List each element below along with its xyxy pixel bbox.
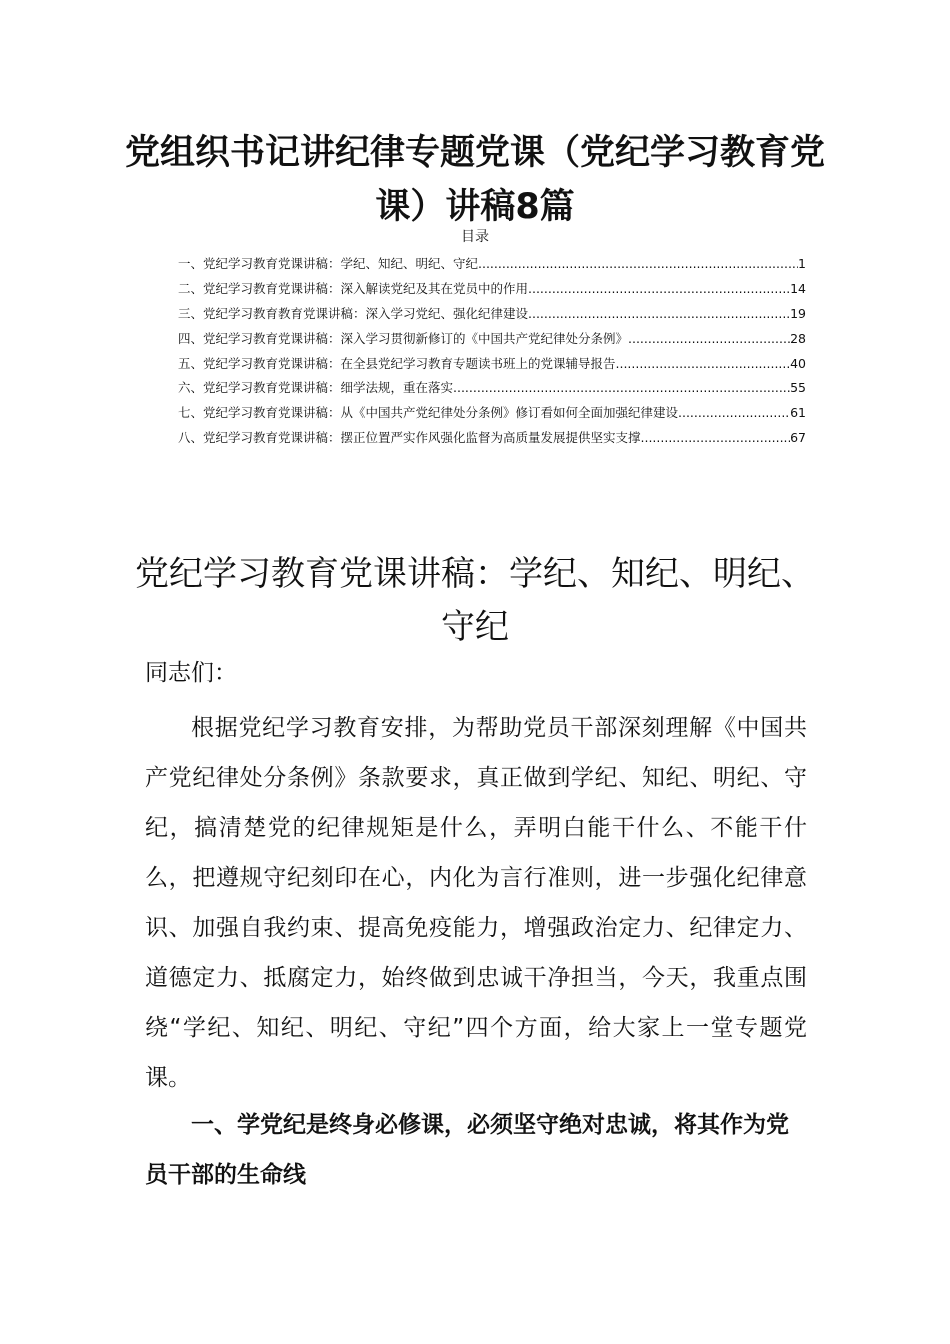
toc-entry-label: 四、党纪学习教育党课讲稿：深入学习贯彻新修订的《中国共产党纪律处分条例》 bbox=[178, 330, 629, 346]
toc-entry-page: 14 bbox=[790, 280, 806, 296]
toc-heading: 目录 bbox=[461, 229, 489, 245]
toc-leader-dots bbox=[453, 376, 790, 401]
toc-entry-label: 三、党纪学习教育教育党课讲稿：深入学习党纪、强化纪律建设 bbox=[178, 305, 529, 321]
section-title: 党纪学习教育党课讲稿：学纪、知纪、明纪、守纪 bbox=[135, 554, 815, 647]
toc-entry[interactable] bbox=[178, 426, 806, 451]
toc-entry[interactable] bbox=[178, 401, 806, 426]
toc-leader-dots bbox=[478, 252, 798, 277]
table-of-contents bbox=[178, 252, 806, 451]
toc-entry[interactable] bbox=[178, 327, 806, 352]
toc-entry-page: 28 bbox=[790, 330, 806, 346]
toc-entry-page: 1 bbox=[798, 256, 806, 271]
toc-leader-dots bbox=[528, 277, 790, 302]
toc-entry-label: 七、党纪学习教育党课讲稿：从《中国共产党纪律处分条例》修订看如何全面加强纪律建设 bbox=[178, 405, 679, 421]
toc-leader-dots bbox=[628, 327, 790, 352]
document-title: 党组织书记讲纪律专题党课（党纪学习教育党课）讲稿8篇 bbox=[124, 133, 825, 227]
toc-entry-page: 40 bbox=[790, 355, 806, 371]
toc-entry-page: 61 bbox=[790, 405, 806, 421]
toc-leader-dots bbox=[641, 426, 791, 451]
toc-entry[interactable] bbox=[178, 376, 806, 401]
toc-entry-label: 六、党纪学习教育党课讲稿：细学法规，重在落实 bbox=[178, 380, 454, 396]
toc-leader-dots bbox=[616, 352, 791, 377]
toc-entry[interactable] bbox=[178, 302, 806, 327]
toc-entry[interactable] bbox=[178, 252, 806, 277]
toc-entry-page: 19 bbox=[790, 305, 806, 321]
toc-entry-label: 五、党纪学习教育党课讲稿：在全县党纪学习教育专题读书班上的党课辅导报告 bbox=[178, 355, 616, 371]
toc-entry-label: 八、党纪学习教育党课讲稿：摆正位置严实作风强化监督为高质量发展提供坚实支撑 bbox=[178, 430, 641, 446]
toc-entry[interactable] bbox=[178, 277, 806, 302]
salutation: 同志们： bbox=[145, 660, 237, 686]
body-paragraph: 根据党纪学习教育安排，为帮助党员干部深刻理解《中国共产党纪律处分条例》条款要求，真正做到学纪、知纪、明纪、守纪，搞清楚党的纪律规矩是什么，弄明白能干什么、不能干什么，把遵规守纪刻印在心，内化为言行准则，进一步强化纪律意识、加强自我约束、提高免疫能力，增强政治定力、纪律定力、道德定力、抵腐定力，始终做到忠诚干净担当，今天，我重点围绕“学纪、知纪、明纪、守纪”四个方面，给大家上一堂专题党课。 bbox=[145, 715, 807, 1091]
section-subheading: 一、学党纪是终身必修课，必须坚守绝对忠诚，将其作为党员干部的生命线 bbox=[145, 1112, 789, 1188]
toc-leader-dots bbox=[678, 401, 790, 426]
toc-entry-page: 67 bbox=[790, 430, 806, 446]
toc-entry-page: 55 bbox=[790, 380, 806, 396]
toc-entry-label: 二、党纪学习教育党课讲稿：深入解读党纪及其在党员中的作用 bbox=[178, 280, 529, 296]
toc-entry-label: 一、党纪学习教育党课讲稿：学纪、知纪、明纪、守纪 bbox=[178, 256, 479, 271]
toc-leader-dots bbox=[528, 302, 790, 327]
toc-entry[interactable] bbox=[178, 352, 806, 377]
